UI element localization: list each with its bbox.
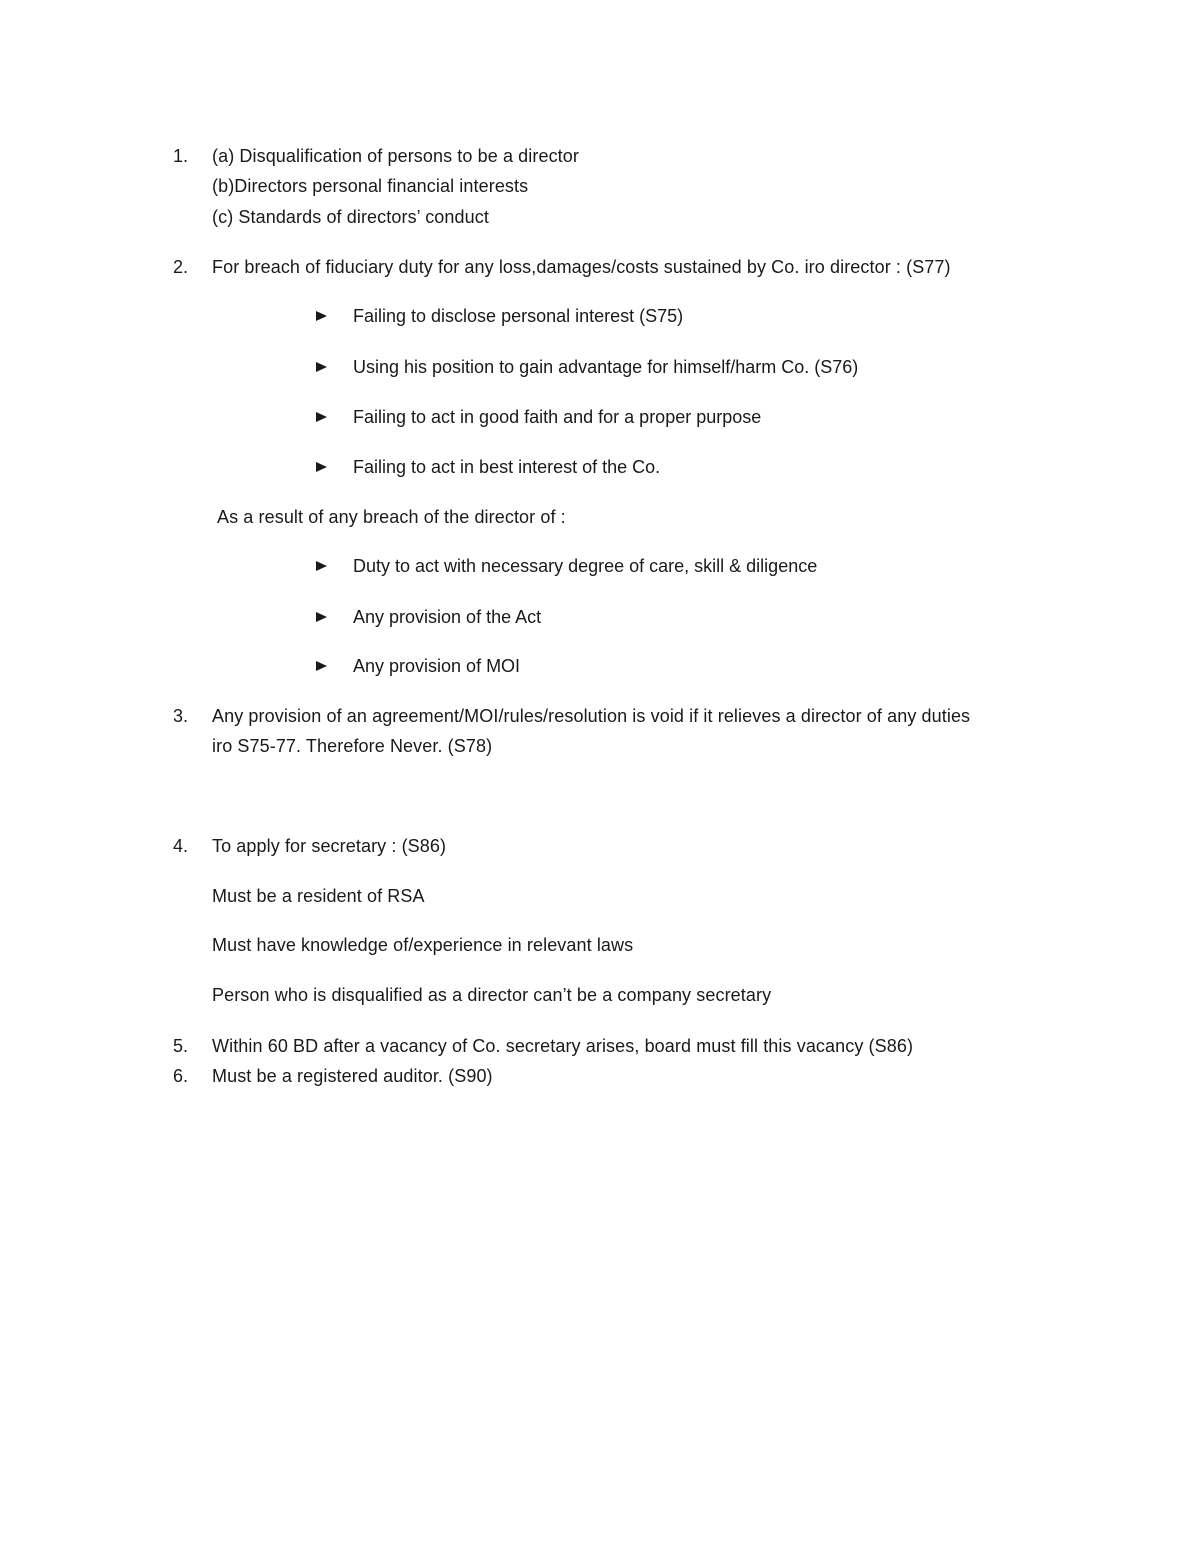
bullet-text: Any provision of the Act — [353, 607, 542, 627]
item-5-text: Within 60 BD after a vacancy of Co. secretary arises, board must fill this vacancy (S86) — [212, 1036, 914, 1056]
bullet-text: Failing to act in best interest of the Co. — [353, 457, 661, 477]
item-number-5: 5. — [173, 1036, 189, 1056]
item-6-text: Must be a registered auditor. (S90) — [212, 1066, 493, 1086]
bullet-text: Failing to act in good faith and for a proper purpose — [353, 407, 762, 427]
item-number-3: 3. — [173, 706, 189, 726]
arrow-bullet-icon — [316, 561, 327, 571]
result-intro-text: As a result of any breach of the director of : — [217, 507, 566, 527]
item-4-text: To apply for secretary : (S86) — [212, 836, 447, 856]
item-1b-text: (b)Directors personal financial interests — [212, 176, 529, 196]
item-4-requirement-2: Must have knowledge of/experience in relevant laws — [212, 935, 634, 955]
item-3-text-line2: iro S75-77. Therefore Never. (S78) — [212, 736, 493, 756]
item-number-4: 4. — [173, 836, 189, 856]
item-1c-text: (c) Standards of directors’ conduct — [212, 207, 489, 227]
arrow-bullet-icon — [316, 462, 327, 472]
bullet-text: Using his position to gain advantage for himself/harm Co. (S76) — [353, 357, 859, 377]
item-2-text: For breach of fiduciary duty for any loss,damages/costs sustained by Co. iro director : (S77) — [212, 257, 951, 277]
item-4-requirement-1: Must be a resident of RSA — [212, 886, 425, 906]
item-3-text-line1: Any provision of an agreement/MOI/rules/resolution is void if it relieves a director of any duties — [212, 706, 971, 726]
bullet-text: Failing to disclose personal interest (S75) — [353, 306, 684, 326]
item-1a-text: (a) Disqualification of persons to be a director — [212, 146, 579, 166]
bullet-text: Duty to act with necessary degree of care, skill & diligence — [353, 556, 818, 576]
arrow-bullet-icon — [316, 412, 327, 422]
arrow-bullet-icon — [316, 311, 327, 321]
arrow-bullet-icon — [316, 661, 327, 671]
arrow-bullet-icon — [316, 612, 327, 622]
bullet-text: Any provision of MOI — [353, 656, 521, 676]
item-number-6: 6. — [173, 1066, 189, 1086]
item-number-2: 2. — [173, 257, 189, 277]
item-number-1: 1. — [173, 146, 189, 166]
item-4-requirement-3: Person who is disqualified as a director can’t be a company secretary — [212, 985, 772, 1005]
arrow-bullet-icon — [316, 362, 327, 372]
